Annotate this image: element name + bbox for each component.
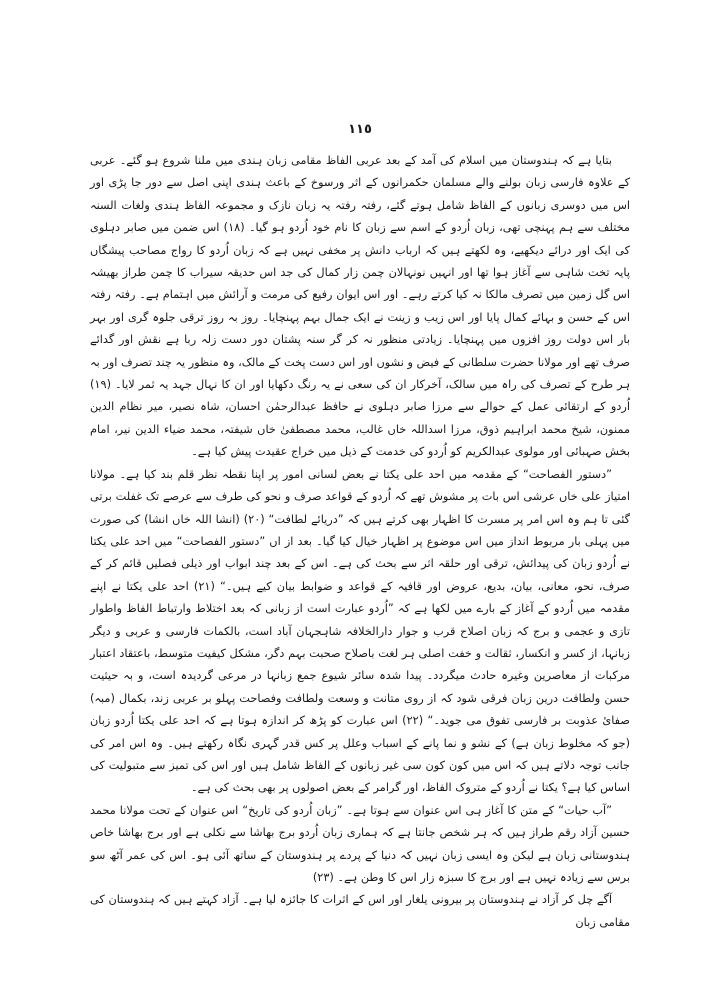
page-body — [90, 150, 630, 934]
body-paragraph-4: آگے چل کر آزاد نے ہندوستان پر بیرونی یلغار اور اس کے اثرات کا جائزہ لیا ہے۔ آزاد کہتے ہیں کہ ہندوستان کی مقامی زبان — [90, 893, 630, 929]
body-paragraph-1: بتایا ہے کہ ہندوستان میں اسلام کی آمد کے بعد عربی الفاظ مقامی زبان ہندی میں ملنا شروع ہو گئے۔ عربی کے علاوہ فارسی زبان بولنے والے مسلمان حکمرانوں کے اثر ورسوخ کے باعث ہندی اپنی اصل سے دور جا پڑی اور اس میں دوسری زبانوں کے الفاظ شامل ہوتے گئے، رفتہ رفتہ یہ زبان نازک و مجموعہ الفاظ ہندی ولغات السنہ مختلف سے ہم پہنچی تھی، زبان اُردو کے اسم سے زبان کا نام خود اُردو ہو گیا۔ (١٨) اس ضمن میں صابر دہلوی کی ایک اور درائے دیکھیے، وہ لکھتے ہیں کہ ارباب دانش پر مخفی نہیں ہے کہ زبان اُردو کا رواج مصاحب پیشگاں پایہ تخت شاہی سے آغاز ہوا تھا اور انہیں نونہالان چمن زار کمال کی جد اس حدیقہ سیراب کا چمن طراز بھیشہ اس گل زمین میں تصرف مالکا نہ کیا کرتے رہے۔ اور اس ایوان رفیع کی مرمت و آرائش میں اہتمام ہے۔ رفتہ رفتہ اس کے حسن و بہائے کمال پایا اور اس زیب و زینت نے ایک جمال بہم پہنچایا۔ روز بہ روز ترقی جلوہ گری اور بہر بار اس دولت روز افزوں میں پہنچایا۔ زیادتی منظور نہ کر گر سنہ پشتان دور دست زلہ ربا ہے نقش اور گدائے صرف تھے اور مولانا حضرت سلطانی کے فیض و نشوں اور اس دست پخت کے مالک، وہ منظور یہ چند تصرف اور بہ ہر طرح کے تصرف کی راہ میں سالک، آخرکار ان کی سعی نے یہ رنگ دکھایا اور ان کا نہال جہد یہ ثمر لایا۔ (١٩) اُردو کے ارتقائی عمل کے حوالے سے مرزا صابر دہلوی نے حافظ عبدالرحمٰن احسان، شاہ نصیر، میر نظام الدین ممنون، شیخ محمد ابراہیم ذوق، مرزا اسداللہ خاں غالب، محمد مصطفیٰ خاں شیفتہ، محمد ضیاء الدین نیر، امام بخش صہبائی اور مولوی عبدالکریم کو اُردو کی خدمت کے ذیل میں خراج عقیدت پیش کیا ہے۔ — [90, 154, 630, 459]
body-paragraph-3: ”آب حیات“ کے متن کا آغاز ہی اس عنوان سے ہوتا ہے۔ ”زبان اُردو کی تاریخ“ اس عنوان کے تحت مولانا محمد حسین آزاد رقم طراز ہیں کہ ہر شخص جانتا ہے کہ ہماری زبان اُردو برج بھاشا سے نکلی ہے اور برج بھاشا خاص ہندوستانی زبان ہے لیکن وہ ایسی زبان نہیں کہ دنیا کے پردے پر ہندوستان کے ساتھ آئی ہو۔ اس کی عمر آٹھ سو برس سے زیادہ نہیں ہے اور برج کا سبزہ زار اس کا وطن ہے۔ (٢٣) — [90, 803, 630, 884]
body-paragraph-2: ”دستور الفصاحت“ کے مقدمہ میں احد علی یکتا نے بعض لسانی امور پر اپنا نقطہ نظر قلم بند کیا ہے۔ مولانا امتیاز علی خاں عرشی اس بات پر مشوش تھے کہ اُردو کے قواعد صرف و نحو کی طرف سے عرصے تک غفلت برتی گئی تا ہم وہ اس امر پر مسرت کا اظہار بھی کرتے ہیں کہ ”دریائے لطافت“ (٢٠) (انشا اللہ خاں انشا) کی صورت میں پہلی بار مربوط انداز میں اس موضوع پر اظہار خیال کیا گیا۔ بعد از اں ”دستور الفصاحت“ میں احد علی یکتا نے اُردو زبان کی پیدائش، ترقی اور حلقہ اثر سے بحث کی ہے۔ اس کے بعد چند ابواب اور ذیلی فصلیں قائم کر کے صرف، نحو، معانی، بیان، بدیع، عروض اور قافیہ کے قواعد و ضوابط بیان کیے ہیں۔“ (٢١) احد علی یکتا نے اپنے مقدمہ میں اُردو کے آغاز کے بارے میں لکھا ہے کہ ”اُردو عبارت است از زبانی کہ بعد اختلاط وارتباط الفاظ واطوار تازی و عجمی و برج کہ زبان اصلاح قرب و جوار دارالخلافہ شاہجہان آباد است، بالکمات فارسی و عربی و دیگر زبانہا، از کسر و انکسار، ثقالت و خفت اصلی ہر لغت باصلاح صحبت بہم دگر، مشکل کیفیت متوسط، باعتقاد اعتبار مرکبات از معاصرین وغیرہ حادث میگردد۔ پیدا شدہ سائر شیوع جمع زبانہا در مرعی گردیدہ است، و بہ حیثیت حسن ولطافت درین زبان فرقی شود کہ از روی متانت و وسعت ولطافت وفصاحت پہلو بر عربی زند، بکمال (مبہ) صفائ عذوبت بر فارسی تفوق می جوید۔“ (٢٢) اس عبارت کو پڑھ کر اندازہ ہوتا ہے کہ احد علی یکتا اُردو زبان (جو کہ مخلوط زبان ہے) کے نشو و نما پانے کے اسباب وعلل پر کس قدر گہری نگاہ رکھتے ہیں۔ وہ اس امر کی جانب توجہ دلاتے ہیں کہ اس میں کون کون سی غیر زبانوں کے الفاظ شامل ہیں اور اس کی تمیز سے متبولیت کی اساس کیا ہے؟ یکتا نے اُردو کے متروک الفاظ، اور گرامر کے بعض اصولوں پر بھی بحث کی ہے۔ — [90, 467, 630, 795]
page-number: ١١٥ — [348, 122, 372, 137]
